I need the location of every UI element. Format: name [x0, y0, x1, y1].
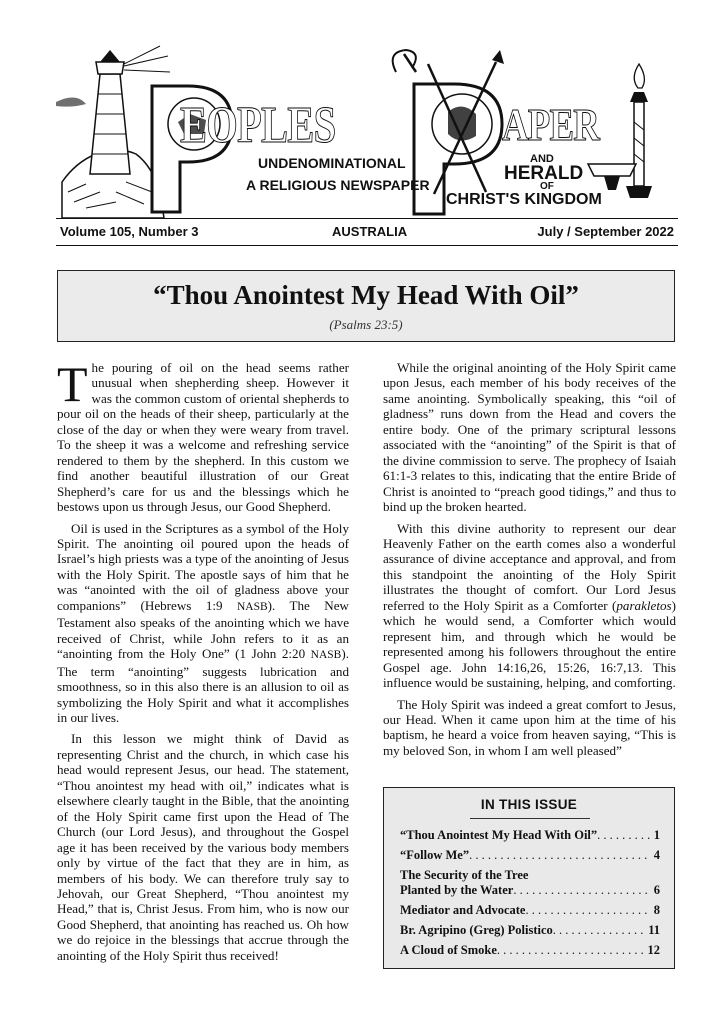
issue-info-bar [56, 218, 678, 246]
toc-item-title: “Thou Anointest My Head With Oil” [400, 828, 598, 842]
drop-cap: T [57, 356, 88, 412]
paragraph-1-text: he pouring of oil on the head seems rather unusual when shepherding sheep. However it was the common custom of oriental shepherds to pour oil on the heads of their sheep, particularly at the close of the day or when they were weary from travel. To the sheep it was a welcome and refreshing service rendered to them by the shepherd. In this custom we find another beautiful illustration of our Great Shepherd’s care for us and the blessings which he bestows upon us through Jesus, our Good Shepherd. [57, 360, 349, 515]
toc-item-title-line-2: Planted by the Water [400, 883, 514, 897]
toc-item[interactable] [400, 828, 660, 843]
article-column-right [383, 360, 676, 764]
paragraph-1 [57, 356, 349, 515]
toc-item[interactable] [400, 883, 660, 898]
masthead [56, 42, 678, 218]
paragraph-4: While the original anointing of the Holy Spirit came upon Jesus, each member of his body receives of the same anointing. Symbolically speaking, this “oil of gladness” runs down from the Head and covers the entire body. One of the primary scriptural lessons associated with the “anointing” of the Spirit is that of the divine commission to serve. The prophecy of Isaiah 61:1-3 relates to this, indicating that the entire Bride of Christ is anointed to “preach good tidings,” and thus to bind up the broken hearted. [383, 360, 676, 515]
masthead-name-paper: APER [502, 99, 599, 150]
toc-item-page: 4 [653, 848, 660, 862]
country-label: AUSTRALIA [332, 224, 408, 239]
volume-number: Volume 105, Number 3 [60, 224, 199, 239]
toc-item-page: 12 [647, 943, 660, 957]
heading-divider [470, 818, 590, 819]
toc-leader-dots [497, 943, 645, 958]
toc-leader-dots [525, 903, 650, 918]
article-title-box [57, 270, 675, 342]
masthead-name-peoples: EOPLES [180, 97, 336, 154]
toc-item[interactable] [400, 943, 660, 958]
in-this-issue-box [383, 787, 675, 969]
nasb-abbrev: NASB [236, 600, 268, 613]
subtitle-and: AND [530, 153, 554, 165]
subtitle-of: OF [540, 181, 554, 192]
paragraph-5 [383, 521, 676, 691]
paragraph-2-text-a: Oil is used in the Scriptures as a symbol of the Holy Spirit. The anointing oil poured upon the heads of Israel’s high priests was a type of the anointing of Jesus with the Holy Spirit. The apostle says of him that he was “anointed with the oil of gladness above your companions” (Hebrews 1:9 [57, 520, 349, 613]
greek-term: parakletos [616, 597, 672, 613]
paragraph-3: In this lesson we might think of David as representing Christ and the church, in which case his head would represent Jesus, our head. The statement, “Thou anointest my head with oil,” indicates what is elsewhere clearly taught in the Bible, that the anointing of the Holy Spirit came first upon the Head of The Church (our Lord Jesus), and throughout the Gospel age it has been received by the various body members only by virtue of the fact that they are in him, as members of his body. We can therefore truly say to Jehovah, our Great Shepherd, “Thou anointest my Head,” that is, Christ Jesus. From him, who is now our Good Shepherd, that anointing has reached us. Oh how we do rejoice in the blessings that accrue through the anointing of the Holy Spirit thus received! [57, 731, 349, 963]
paragraph-2-text-b: ). The New Testament also speaks of the anointing which we have received of Christ, while John refers to it as an “anointing from the Holy One” (1 John 2:20 [57, 597, 349, 662]
toc-item-title-line-1[interactable] [400, 868, 660, 883]
tagline-line-2: A RELIGIOUS NEWSPAPER [246, 177, 430, 193]
paragraph-2 [57, 521, 349, 726]
toc-item[interactable] [400, 923, 660, 938]
article-title: “Thou Anointest My Head With Oil” [153, 280, 579, 310]
issue-date: July / September 2022 [537, 224, 674, 239]
paragraph-5-text-b: ) which he would send, a Comforter which would represent him, and through which he would be represented among his followers throughout the entire Gospel age. John 14:16,26, 15:26, 16:7,13. This influence would be sustaining, helping, and comforting. [383, 597, 676, 691]
toc-leader-dots [597, 828, 651, 843]
tagline-line-1: UNDENOMINATIONAL [258, 155, 406, 171]
paragraph-6: The Holy Spirit was indeed a great comfort to Jesus, our Head. When it came upon him at the time of his baptism, he heard a voice from heaven saying, “This is my beloved Son, in whom I am well pleased” [383, 696, 676, 758]
nasb-abbrev: NASB [310, 649, 342, 662]
subtitle-herald: HERALD [504, 163, 584, 184]
article-column-left [57, 356, 349, 969]
toc-item-page: 8 [653, 903, 660, 917]
toc-item-page: 1 [653, 828, 660, 842]
toc-item-title: Mediator and Advocate [400, 903, 526, 917]
toc-item[interactable] [400, 848, 660, 863]
toc-item[interactable] [400, 903, 660, 918]
toc-leader-dots [513, 883, 650, 898]
toc-item-page: 11 [648, 923, 660, 937]
toc-leader-dots [469, 848, 651, 863]
toc-leader-dots [553, 923, 645, 938]
toc-item-title: A Cloud of Smoke [400, 943, 497, 957]
subtitle-kingdom: CHRIST'S KINGDOM [446, 191, 602, 208]
in-this-issue-heading: IN THIS ISSUE [480, 797, 578, 812]
toc-item-title: “Follow Me” [400, 848, 470, 862]
toc-item-title: Br. Agripino (Greg) Polistico [400, 923, 553, 937]
paragraph-2-text-c: ). The term “anointing” suggests lubrication and smoothness, so in this also there is an allusion to oil as symbolizing the Holy Spirit and what it accomplishes in our lives. [57, 646, 349, 725]
toc-item-page: 6 [653, 883, 660, 897]
scripture-reference: (Psalms 23:5) [329, 317, 403, 332]
paragraph-5-text-a: With this divine authority to represent our dear Heavenly Father on the earth comes also a wonderful assurance of divine acceptance and approval, and from this standpoint the anointing of the Holy Spirit illustrates the thought of comfort. Our Lord Jesus referred to the Holy Spirit as a Comforter ( [383, 520, 676, 613]
toc-item-title: The Security of the Tree [400, 868, 529, 882]
